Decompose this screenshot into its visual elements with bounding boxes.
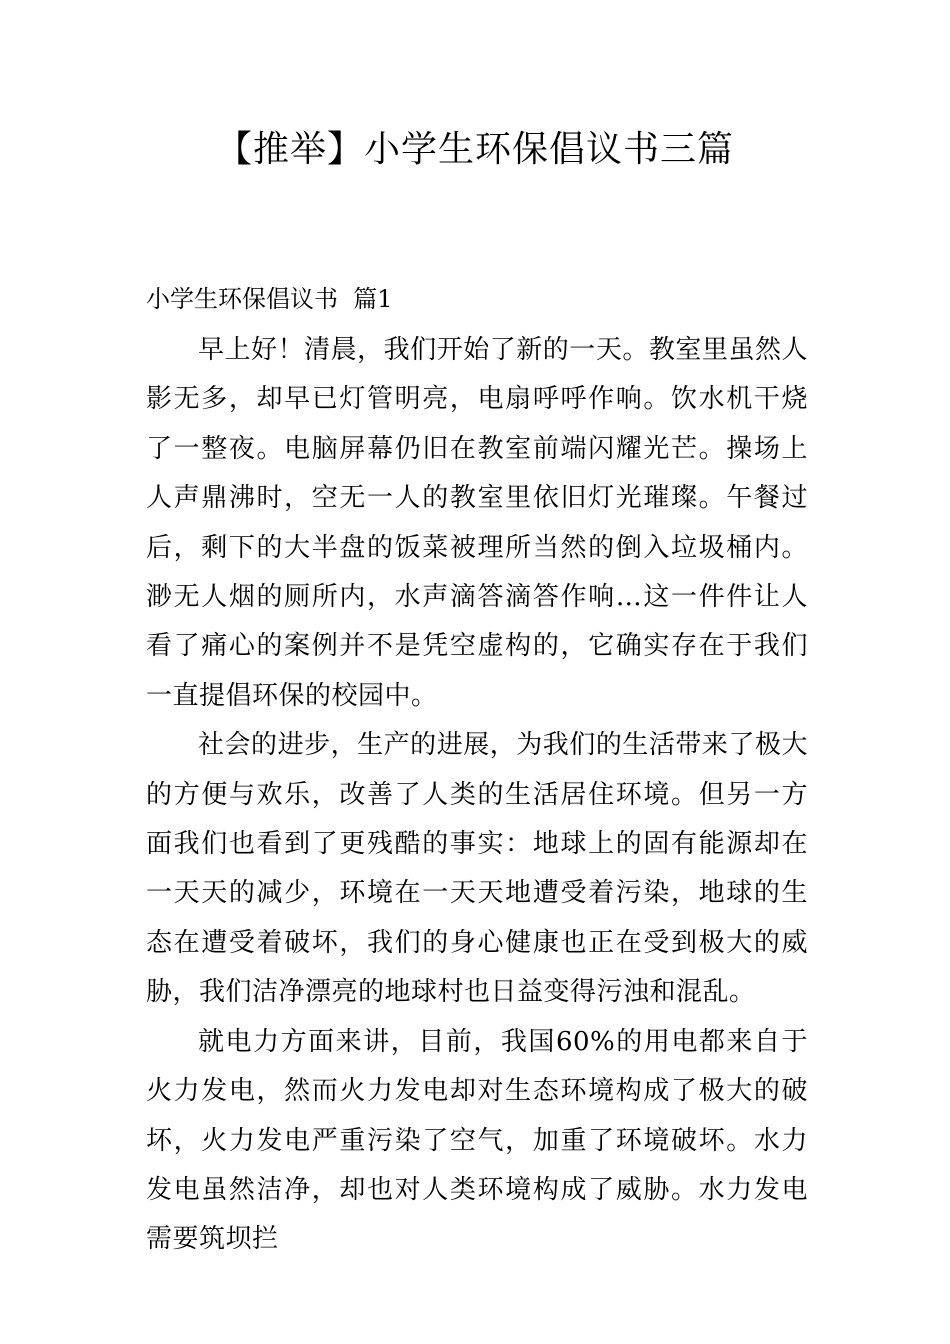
document-body	[146, 326, 808, 1265]
section-heading: 小学生环保倡议书 篇1	[146, 285, 393, 313]
body-paragraph: 就电力方面来讲，目前，我国60%的用电都来自于火力发电，然而火力发电却对生态环境构成了极大的破坏，火力发电严重污染了空气，加重了环境破坏。水力发电虽然洁净，却也对人类环境构成了威胁。水力发电需要筑坝拦	[146, 1026, 808, 1255]
body-paragraph: 社会的进步，生产的进展，为我们的生活带来了极大的方便与欢乐，改善了人类的生活居住环境。但另一方面我们也看到了更残酷的事实：地球上的固有能源却在一天天的减少，环境在一天天地遭受着污染，地球的生态在遭受着破坏，我们的身心健康也正在受到极大的威胁，我们洁净漂亮的地球村也日益变得污浊和混乱。	[146, 730, 808, 1008]
body-paragraph: 早上好！清晨，我们开始了新的一天。教室里虽然人影无多，却早已灯管明亮，电扇呼呼作响。饮水机干烧了一整夜。电脑屏幕仍旧在教室前端闪耀光芒。操场上人声鼎沸时，空无一人的教室里依旧灯光璀璨。午餐过后，剩下的大半盘的饭菜被理所当然的倒入垃圾桶内。渺无人烟的厕所内，水声滴答滴答作响…这一件件让人看了痛心的案例并不是凭空虚构的，它确实存在于我们一直提倡环保的校园中。	[146, 335, 808, 711]
document-title: 【推举】小学生环保倡议书三篇	[215, 129, 734, 170]
